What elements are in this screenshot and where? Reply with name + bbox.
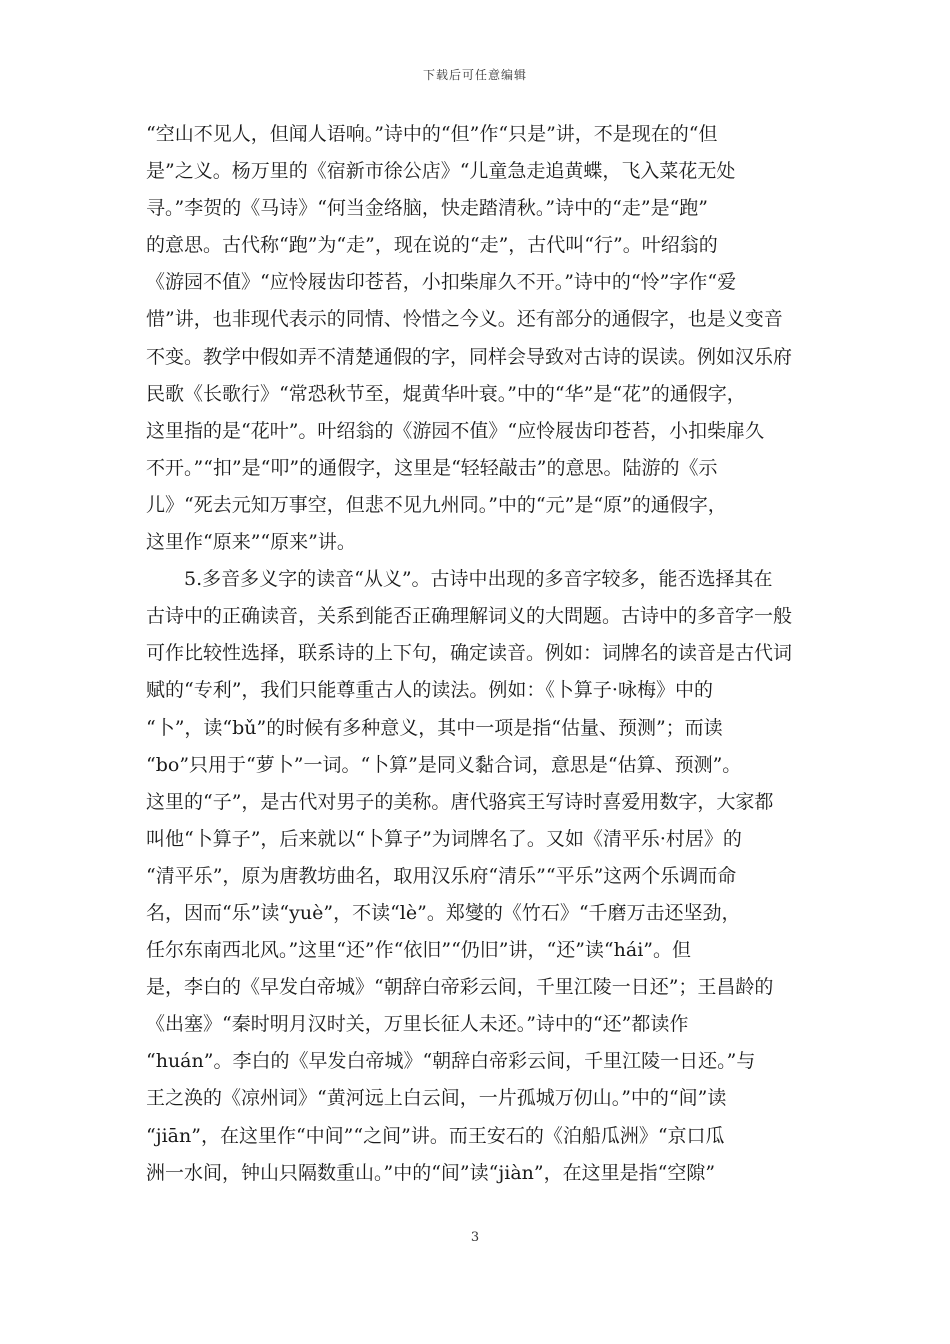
paragraph-1 [146, 116, 814, 561]
document-body [146, 116, 814, 1192]
text-line: 不开。”“扣”是“叩”的通假字，这里是“轻轻敲击”的意思。陆游的《示 [146, 456, 718, 479]
text-line: 赋的“专利”，我们只能尊重古人的读法。例如：《卜算子·咏梅》中的 [146, 679, 713, 702]
text-line: 这里的“子”，是古代对男子的美称。唐代骆宾王写诗时喜爱用数字，大家都 [146, 790, 774, 813]
text-line: 这里指的是“花叶”。叶绍翁的《游园不值》“应怜屐齿印苍苔，小扣柴扉久 [146, 419, 765, 442]
text-line: 可作比较性选择，联系诗的上下句，确定读音。例如：词牌名的读音是古代词 [146, 642, 793, 665]
text-line: “huán”。李白的《早发白帝城》“朝辞白帝彩云间，千里江陵一日还。”与 [146, 1050, 756, 1073]
text-line: 《游园不值》“应怜屐齿印苍苔，小扣柴扉久不开。”诗中的“怜”字作“爱 [146, 271, 737, 294]
text-line: 不变。教学中假如弄不清楚通假的字，同样会导致对古诗的误读。例如汉乐府 [146, 345, 793, 368]
paragraph-2 [146, 561, 814, 1192]
text-line: 寻。”李贺的《马诗》“何当金络脑，快走踏清秋。”诗中的“走”是“跑” [146, 197, 708, 220]
text-line: 的意思。古代称“跑”为“走”，现在说的“走”，古代叫“行”。叶绍翁的 [146, 234, 718, 257]
page-number: 3 [470, 1230, 480, 1245]
text-line: 儿》“死去元知万事空，但悲不见九州同。”中的“元”是“原”的通假字， [146, 493, 727, 516]
text-line: 叫他“卜算子”，后来就以“卜算子”为词牌名了。又如《清平乐·村居》的 [146, 827, 742, 850]
text-line: “jiān”，在这里作“中间”“之间”讲。而王安石的《泊船瓜洲》“京口瓜 [146, 1124, 725, 1147]
page-header: 下载后可任意编辑 [422, 68, 527, 82]
text-line: “清平乐”，原为唐教坊曲名，取用汉乐府“清乐”“平乐”这两个乐调而命 [146, 864, 737, 887]
text-line: 《出塞》“秦时明月汉时关，万里长征人未还。”诗中的“还”都读作 [146, 1013, 689, 1036]
text-line: 古诗中的正确读音，关系到能否正确理解词义的大問题。古诗中的多音字一般 [146, 605, 793, 628]
text-line: 民歌《长歌行》“常恐秋节至，焜黄华叶衰。”中的“华”是“花”的通假字， [146, 382, 746, 405]
text-line: “空山不见人，但闻人语响。”诗中的“但”作“只是”讲，不是现在的“但 [146, 123, 718, 145]
text-line: 名，因而“乐”读“yuè”，不读“lè”。郑燮的《竹石》“千磨万击还坚劲， [146, 901, 741, 924]
text-line: 惜”讲，也非现代表示的同情、怜惜之今义。还有部分的通假字，也是义变音 [146, 308, 783, 331]
text-line: 这里作“原来”“原来”讲。 [146, 531, 356, 554]
text-line: 任尔东南西北风。”这里“还”作“依旧”“仍旧”讲，“还”读“hái”。但 [146, 939, 691, 962]
text-line: 5.多音多义字的读音“从义”。古诗中出现的多音字较多，能否选择其在 [184, 568, 773, 591]
text-line: “bo”只用于“萝卜”一词。“卜算”是同义黏合词，意思是“估算、预测”。 [146, 753, 742, 776]
text-line: 是”之义。杨万里的《宿新市徐公店》“儿童急走追黄蝶，飞入菜花无处 [146, 160, 736, 183]
text-line: 是，李白的《早发白帝城》“朝辞白帝彩云间，千里江陵一日还”；王昌龄的 [146, 976, 774, 999]
text-line: 王之涣的《凉州词》“黄河远上白云间，一片孤城万仞山。”中的“间”读 [146, 1087, 727, 1110]
text-line: “卜”，读“bǔ”的时候有多种意义，其中一项是指“估量、预测”；而读 [146, 716, 723, 739]
text-line: 洲一水间，钟山只隔数重山。”中的“间”读“jiàn”，在这里是指“空隙” [146, 1161, 716, 1184]
